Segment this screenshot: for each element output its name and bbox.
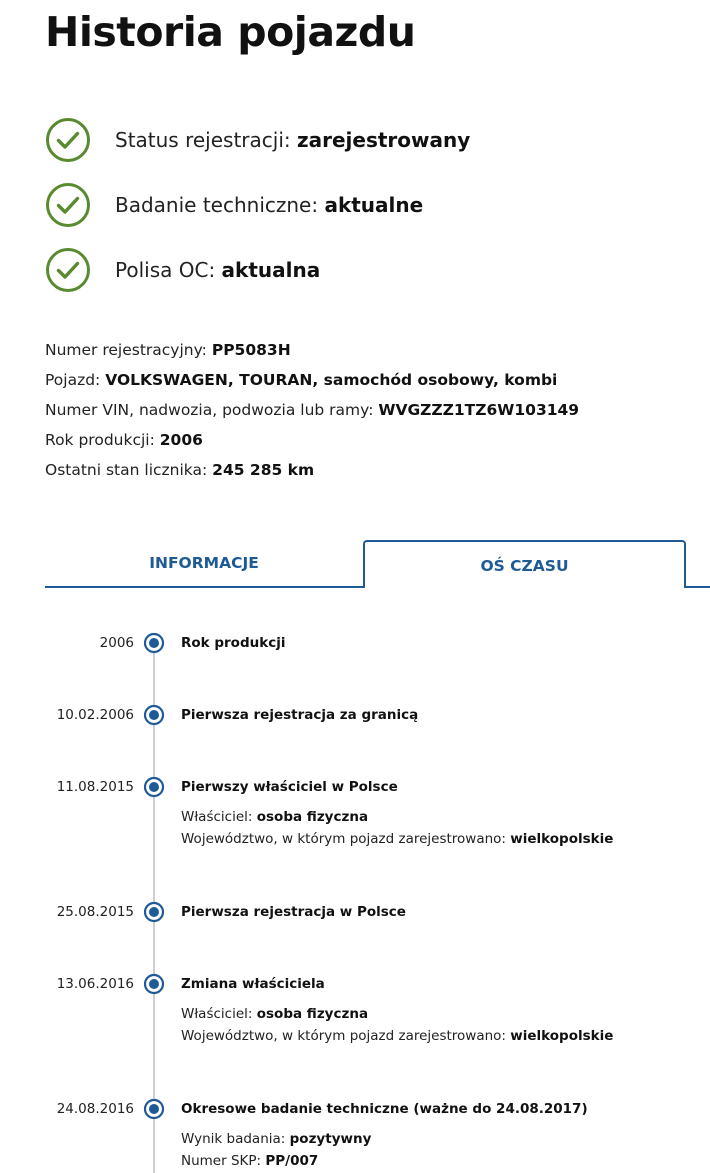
status-label: Polisa OC: — [115, 258, 216, 282]
status-registration-text — [115, 128, 470, 152]
status-insurance-text — [115, 258, 320, 282]
timeline-detail — [181, 1152, 318, 1170]
timeline-dot-icon — [143, 776, 165, 798]
tab-informacje[interactable]: INFORMACJE — [149, 554, 259, 572]
detail-value: osoba fizyczna — [256, 809, 369, 825]
timeline-detail — [181, 808, 368, 826]
info-value: 2006 — [159, 431, 203, 449]
info-label: Pojazd: — [45, 371, 101, 389]
status-value: aktualne — [324, 193, 424, 217]
info-odometer — [45, 460, 314, 480]
timeline-dot-icon — [143, 973, 165, 995]
detail-value: PP/007 — [265, 1153, 319, 1169]
timeline-date: 2006 — [99, 635, 134, 651]
status-label: Badanie techniczne: — [115, 193, 319, 217]
info-vin — [45, 400, 579, 420]
detail-value: wielkopolskie — [510, 831, 614, 847]
check-circle-icon — [45, 247, 91, 293]
detail-value: pozytywny — [289, 1131, 372, 1147]
info-label: Numer VIN, nadwozia, podwozia lub ramy: — [45, 401, 374, 419]
timeline-date: 24.08.2016 — [56, 1101, 134, 1117]
timeline-detail — [181, 830, 613, 848]
tab-os-czasu[interactable]: OŚ CZASU — [363, 540, 686, 588]
info-label: Rok produkcji: — [45, 431, 155, 449]
timeline-date: 11.08.2015 — [56, 779, 134, 795]
status-inspection — [45, 182, 423, 228]
info-registration-number — [45, 340, 291, 360]
timeline-detail — [181, 1130, 371, 1148]
timeline-date: 10.02.2006 — [56, 707, 134, 723]
info-value: WVGZZZ1TZ6W103149 — [378, 401, 580, 419]
detail-label: Województwo, w którym pojazd zarejestrowano: — [181, 1028, 506, 1044]
detail-value: osoba fizyczna — [256, 1006, 369, 1022]
tab-divider-right — [686, 586, 710, 588]
status-registration — [45, 117, 470, 163]
check-circle-icon — [45, 117, 91, 163]
timeline-dot-icon — [143, 901, 165, 923]
timeline-title: Zmiana właściciela — [181, 976, 325, 992]
timeline-title: Okresowe badanie techniczne (ważne do 24.08.2017) — [181, 1101, 588, 1117]
timeline-detail — [181, 1005, 368, 1023]
info-vehicle — [45, 370, 557, 390]
detail-label: Właściciel: — [181, 809, 253, 825]
detail-label: Wynik badania: — [181, 1131, 286, 1147]
info-value: 245 285 km — [212, 461, 315, 479]
tab-divider-left — [45, 586, 363, 588]
status-value: zarejestrowany — [296, 128, 471, 152]
timeline-date: 25.08.2015 — [56, 904, 134, 920]
info-label: Ostatni stan licznika: — [45, 461, 208, 479]
info-value: VOLKSWAGEN, TOURAN, samochód osobowy, kombi — [105, 371, 558, 389]
timeline-dot-icon — [143, 632, 165, 654]
info-value: PP5083H — [211, 341, 291, 359]
timeline-title: Pierwsza rejestracja w Polsce — [181, 904, 406, 920]
detail-label: Numer SKP: — [181, 1153, 262, 1169]
info-production-year — [45, 430, 203, 450]
status-value: aktualna — [221, 258, 321, 282]
timeline-dot-icon — [143, 704, 165, 726]
timeline-detail — [181, 1027, 613, 1045]
status-inspection-text — [115, 193, 423, 217]
page-title: Historia pojazdu — [45, 8, 416, 56]
timeline-title: Pierwsza rejestracja za granicą — [181, 707, 419, 723]
check-circle-icon — [45, 182, 91, 228]
detail-label: Właściciel: — [181, 1006, 253, 1022]
timeline-date: 13.06.2016 — [56, 976, 134, 992]
info-label: Numer rejestracyjny: — [45, 341, 207, 359]
timeline-dot-icon — [143, 1098, 165, 1120]
detail-label: Województwo, w którym pojazd zarejestrowano: — [181, 831, 506, 847]
status-insurance — [45, 247, 320, 293]
timeline-title: Rok produkcji — [181, 635, 286, 651]
status-label: Status rejestracji: — [115, 128, 291, 152]
timeline-title: Pierwszy właściciel w Polsce — [181, 779, 398, 795]
detail-value: wielkopolskie — [510, 1028, 614, 1044]
